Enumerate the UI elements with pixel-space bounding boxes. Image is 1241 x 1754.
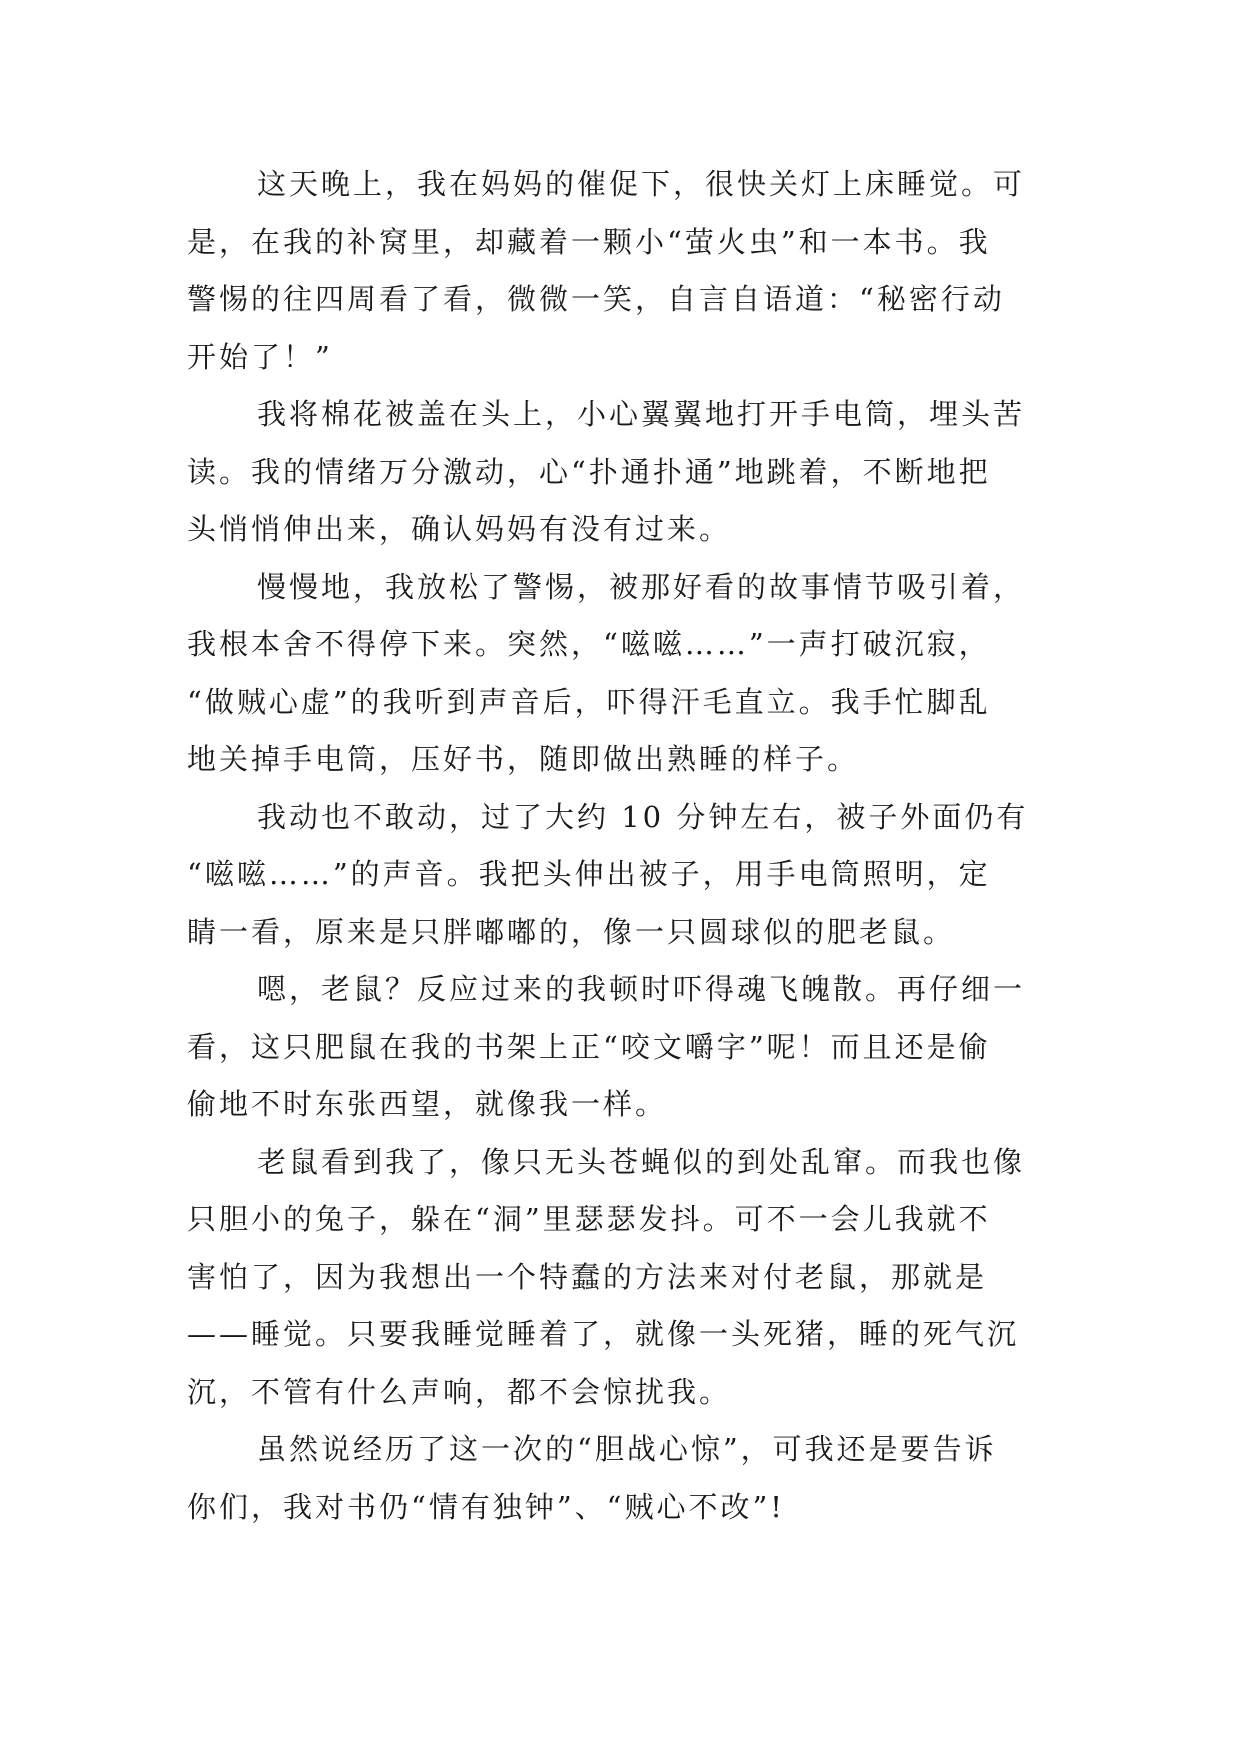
- text-line: 开始了！”: [187, 339, 333, 374]
- text-line: 这天晚上，我在妈妈的催促下，很快关灯上床睡觉。可: [257, 167, 1026, 201]
- text-line: 读。我的情绪万分激动，心“扑通扑通”地跳着，不断地把: [187, 454, 991, 489]
- text-line: 我将棉花被盖在头上，小心翼翼地打开手电筒，埋头苦: [257, 397, 1026, 431]
- text-line: 老鼠看到我了，像只无头苍蝇似的到处乱窜。而我也像: [257, 1144, 1026, 1179]
- text-line: 地关掉手电筒，压好书，随即做出熟睡的样子。: [187, 742, 860, 776]
- text-line: 只胆小的兔子，躲在“洞”里瑟瑟发抖。可不一会儿我就不: [187, 1202, 991, 1236]
- text-line: 嗯，老鼠？反应过来的我顿时吓得魂飞魄散。再仔细一: [257, 972, 1026, 1006]
- text-line: 你们，我对书仍“情有独钟”、“贼心不改”!: [187, 1489, 785, 1524]
- text-line: “嗞嗞……”的声音。我把头伸出被子，用手电筒照明，定: [187, 857, 991, 891]
- text-line: 我动也不敢动，过了大约 10 分钟左右，被子外面仍有: [257, 799, 1029, 834]
- text-line: 害怕了，因为我想出一个特蠢的方法来对付老鼠，那就是: [187, 1259, 988, 1294]
- text-line: 看，这只肥鼠在我的书架上正“咬文嚼字”呢！而且还是偷: [187, 1029, 991, 1064]
- text-line: 沉，不管有什么声响，都不会惊扰我。: [187, 1374, 732, 1409]
- text-line: 警惕的往四周看了看，微微一笑，自言自语道：“秘密行动: [187, 282, 1005, 316]
- text-line: 睛一看，原来是只胖嘟嘟的，像一只圆球似的肥老鼠。: [187, 914, 956, 949]
- text-line: 慢慢地，我放松了警惕，被那好看的故事情节吸引着，: [257, 569, 1026, 604]
- text-line: 偷地不时东张西望，就像我一样。: [187, 1087, 668, 1121]
- text-line: “做贼心虚”的我听到声音后，吓得汗毛直立。我手忙脚乱: [187, 684, 991, 719]
- text-line: 我根本舍不得停下来。突然，“嗞嗞……”一声打破沉寂，: [187, 627, 991, 661]
- text-line: 头悄悄伸出来，确认妈妈有没有过来。: [187, 512, 732, 546]
- text-line: 是，在我的补窝里，却藏着一颗小“萤火虫”和一本书。我: [187, 224, 991, 259]
- text-line: ——睡觉。只要我睡觉睡着了，就像一头死猪，睡的死气沉: [187, 1317, 1020, 1351]
- essay-body: [187, 156, 1057, 1536]
- text-line: 虽然说经历了这一次的“胆战心惊”，可我还是要告诉: [257, 1432, 997, 1466]
